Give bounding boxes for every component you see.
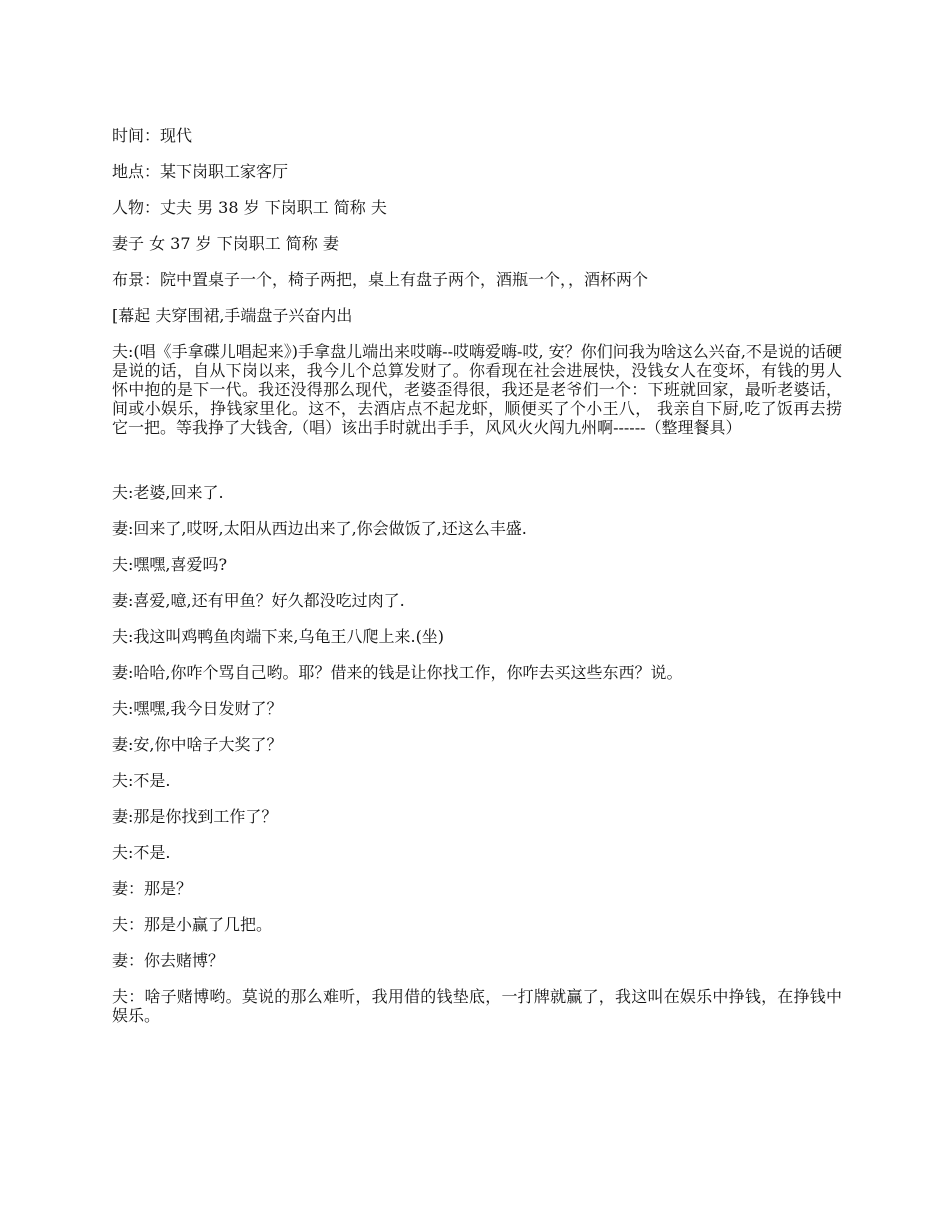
dialogue-line: 夫：啥子赌博哟。莫说的那么难听，我用借的钱垫底，一打牌就赢了，我这叫在娱乐中挣钱，在挣钱中娱乐。 [112, 987, 842, 1025]
husband-monologue: 夫:(唱《手拿碟儿唱起来》)手拿盘儿端出来哎嗨--哎嗨爱嗨-哎, 安？你们问我为啥这么兴奋,不是说的话硬是说的话，自从下岗以来，我今儿个总算发财了。你看现在社会进展快，没钱女人在变坏，有钱的男人怀中抱的是下一代。我还没得那么现代，老婆歪得很，我还是老爷们一个：下班就回家，最听老婆话，间或小娱乐，挣钱家里化。这不，去酒店点不起龙虾，顺便买了个小王八， 我亲自下厨,吃了饭再去捞它一把。等我挣了大钱舍,（唱）该出手时就出手手，风风火火闯九州啊------（整理餐具） [112, 342, 842, 437]
dialogue-line: 妻:安,你中啥子大奖了？ [112, 735, 283, 754]
section-gap [112, 453, 842, 483]
dialogue-line: 夫：那是小赢了几把。 [112, 915, 273, 934]
dialogue-line: 夫:不是. [112, 771, 171, 790]
wife-character-line: 妻子 女 37 岁 下岗职工 简称 妻 [112, 234, 339, 253]
dialogue-line: 夫:嘿嘿,喜爱吗? [112, 555, 228, 574]
dialogue-line: 妻:哈哈,你咋个骂自己哟。耶？借来的钱是让你找工作，你咋去买这些东西？说。 [112, 663, 683, 682]
dialogue-line: 夫:嘿嘿,我今日发财了？ [112, 699, 283, 718]
stage-direction-line: [幕起 夫穿围裙,手端盘子兴奋内出 [112, 306, 353, 325]
script-document [112, 126, 842, 1041]
dialogue-line: 妻:那是你找到工作了？ [112, 807, 278, 826]
dialogue-line: 妻:喜爱,噫,还有甲鱼？好久都没吃过肉了. [112, 591, 405, 610]
dialogue-line: 妻：你去赌博？ [112, 951, 225, 970]
dialogue-line: 妻：那是？ [112, 879, 193, 898]
dialogue-line: 夫:我这叫鸡鸭鱼肉端下来,乌龟王八爬上来.(坐) [112, 627, 445, 646]
dialogue-line: 夫:不是. [112, 843, 171, 862]
time-line: 时间：现代 [112, 126, 193, 145]
location-line: 地点：某下岗职工家客厅 [112, 162, 289, 181]
characters-line: 人物：丈夫 男 38 岁 下岗职工 简称 夫 [112, 198, 387, 217]
set-description-line: 布景：院中置桌子一个，椅子两把，桌上有盘子两个，酒瓶一个，，酒杯两个 [112, 270, 649, 289]
dialogue-line: 夫:老婆,回来了. [112, 483, 224, 502]
dialogue-line: 妻:回来了,哎呀,太阳从西边出来了,你会做饭了,还这么丰盛. [112, 519, 527, 538]
